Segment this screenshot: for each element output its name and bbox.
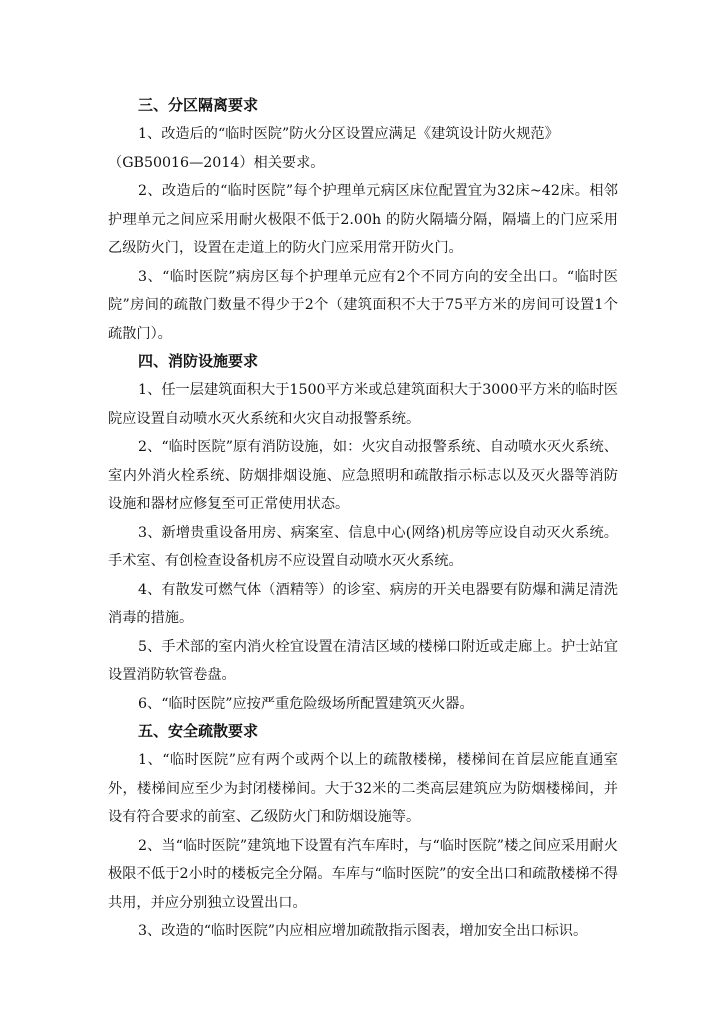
paragraph: 4、有散发可燃气体（酒精等）的诊室、病房的开关电器要有防爆和满足清洗消毒的措施。 — [108, 581, 618, 626]
section-fire-facilities — [108, 348, 618, 718]
section-heading: 五、安全疏散要求 — [138, 722, 259, 740]
paragraph: 5、手术部的室内消火栓宜设置在清洁区域的楼梯口附近或走廊上。护士站宜设置消防软管卷盘。 — [108, 638, 618, 683]
paragraph: 3、改造的“临时医院”内应相应增加疏散指示图表，增加安全出口标识。 — [138, 923, 588, 939]
section-heading: 三、分区隔离要求 — [138, 96, 259, 114]
paragraph: 3、新增贵重设备用房、病案室、信息中心(网络)机房等应设自动灭火系统。手术室、有创检查设备机房不应设置自动喷水灭火系统。 — [108, 524, 618, 569]
section-heading: 四、消防设施要求 — [138, 352, 259, 370]
paragraph: 3、“临时医院”病房区每个护理单元应有2个不同方向的安全出口。“临时医院”房间的疏散门数量不得少于2个（建筑面积不大于75平方米的房间可设置1个疏散门）。 — [108, 268, 618, 342]
paragraph: 1、“临时医院”应有两个或两个以上的疏散楼梯，楼梯间在首层应能直通室外，楼梯间应至少为封闭楼梯间。大于32米的二类高层建筑应为防烟楼梯间，并设有符合要求的前室、乙级防火门和防烟设施等。 — [108, 752, 618, 825]
paragraph: 1、改造后的“临时医院”防火分区设置应满足《建筑设计防火规范》 （GB50016—2014）相关要求。 — [108, 126, 559, 171]
section-zone-isolation — [108, 92, 618, 348]
paragraph: 2、当“临时医院”建筑地下设置有汽车库时，与“临时医院”楼之间应采用耐火极限不低于2小时的楼板完全分隔。车库与“临时医院”的安全出口和疏散楼梯不得共用，并应分别独立设置出口。 — [108, 837, 618, 911]
paragraph: 1、任一层建筑面积大于1500平方米或总建筑面积大于3000平方米的临时医院应设置自动喷水灭火系统和火灾自动报警系统。 — [108, 382, 618, 427]
section-evacuation — [108, 718, 618, 946]
document-body — [108, 92, 618, 946]
paragraph: 2、改造后的“临时医院”每个护理单元病区床位配置宜为32床~42床。相邻护理单元之间应采用耐火极限不低于2.00h 的防火隔墙分隔，隔墙上的门应采用乙级防火门，设置在走道上的防火门应采用常开防火门。 — [108, 183, 618, 256]
paragraph: 2、“临时医院”原有消防设施，如：火灾自动报警系统、自动喷水灭火系统、室内外消火栓系统、防烟排烟设施、应急照明和疏散指示标志以及灭火器等消防设施和器材应修复至可正常使用状态。 — [108, 439, 618, 512]
paragraph: 6、“临时医院”应按严重危险级场所配置建筑灭火器。 — [138, 695, 474, 712]
